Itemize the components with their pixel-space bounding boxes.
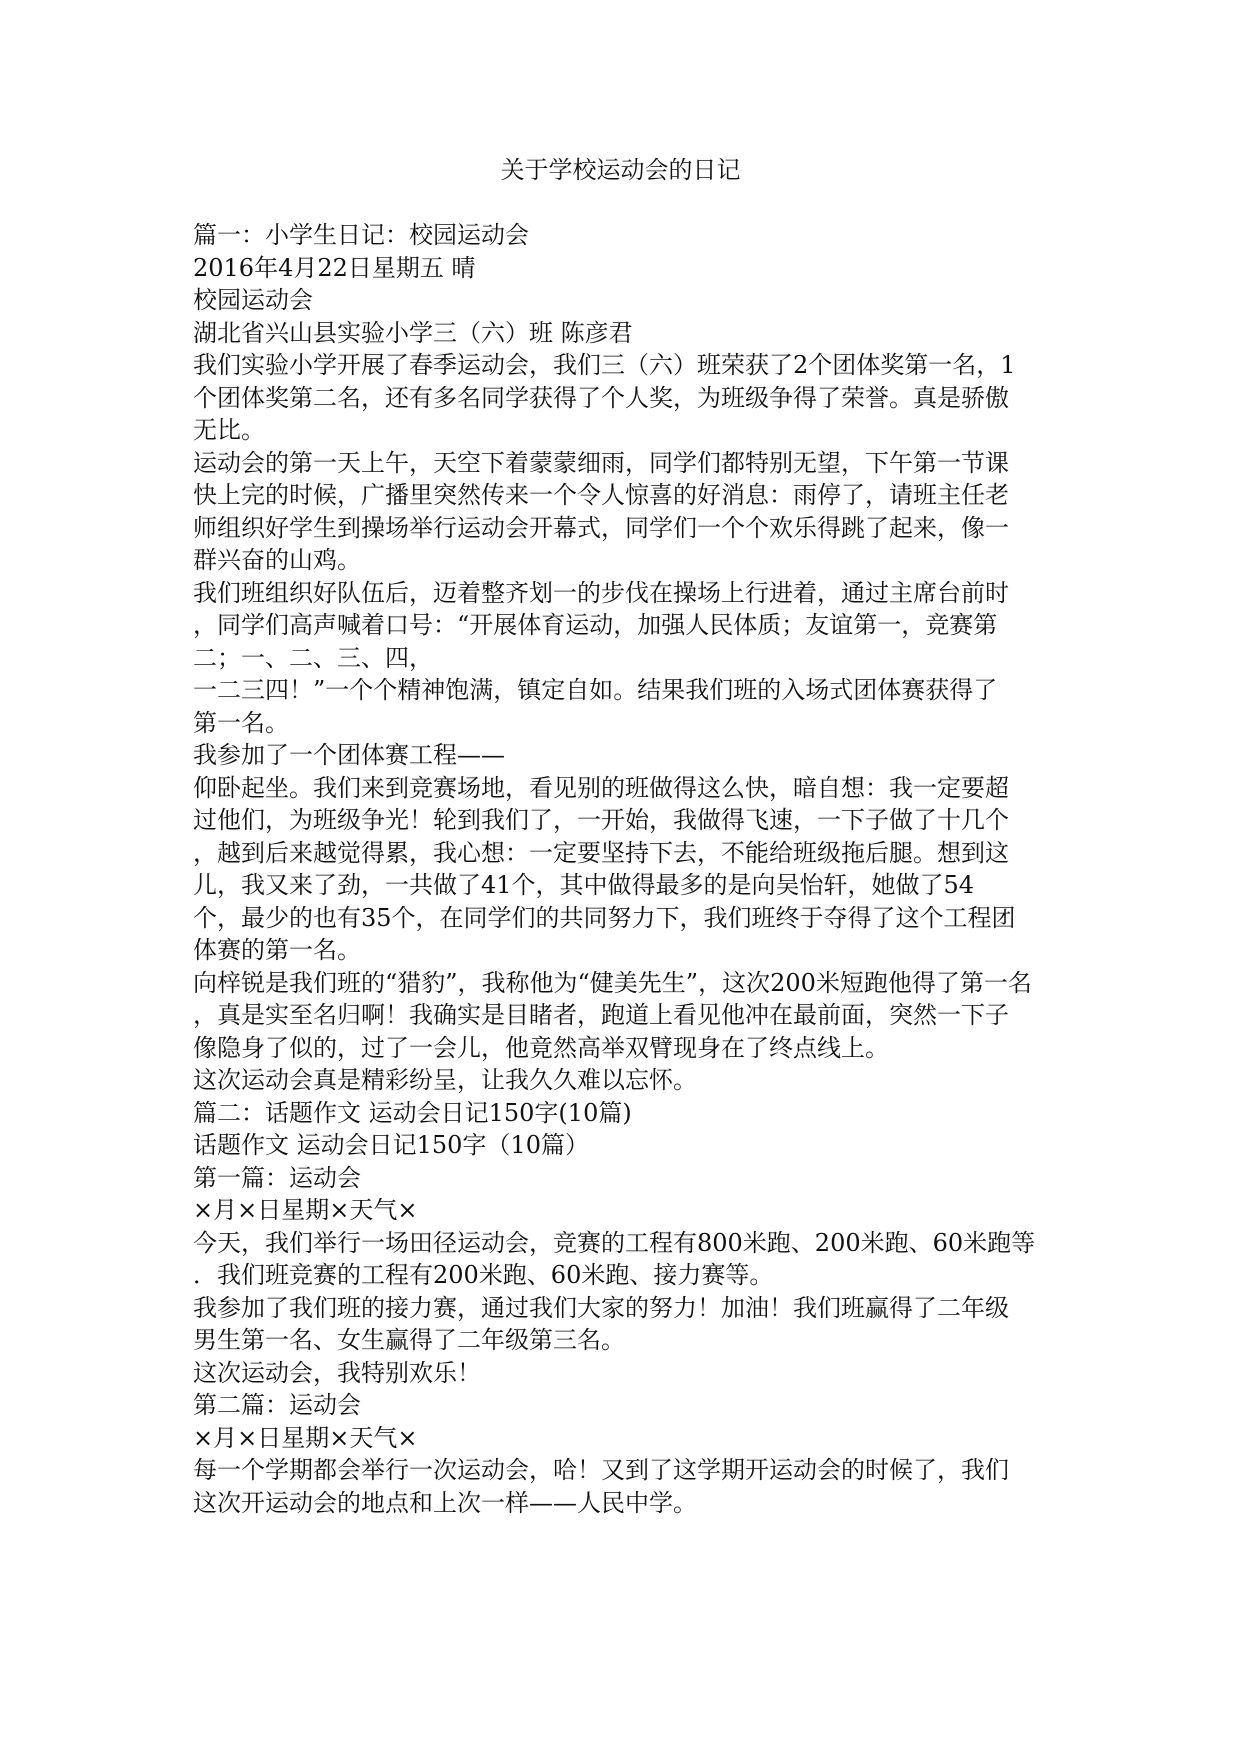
body-line: 每一个学期都会举行一次运动会，哈！又到了这学期开运动会的时候了，我们 (193, 1456, 1009, 1484)
body-line: ×月×日星期×天气× (193, 1196, 418, 1224)
body-line: 这次运动会真是精彩纷呈，让我久久难以忘怀。 (193, 1066, 697, 1094)
body-line: 快上完的时候，广播里突然传来一个令人惊喜的好消息：雨停了，请班主任老 (193, 481, 1009, 509)
body-line: 二；一、二、三、四， (193, 643, 433, 672)
document-title: 关于学校运动会的日记 (500, 156, 741, 184)
body-line: 男生第一名、女生赢得了二年级第三名。 (193, 1326, 625, 1354)
body-line: ，同学们高声喊着口号：“开展体育运动，加强人民体质；友谊第一，竞赛第 (193, 611, 998, 639)
body-line: ．我们班竞赛的工程有200米跑、60米跑、接力赛等。 (193, 1261, 774, 1289)
body-line: 一二三四！”一个个精神饱满，镇定自如。结果我们班的入场式团体赛获得了 (193, 676, 998, 704)
body-line: 湖北省兴山县实验小学三（六）班 陈彦君 (193, 318, 633, 347)
body-line: 过他们，为班级争光！轮到我们了，一开始，我做得飞速，一下子做了十几个 (193, 806, 1009, 834)
body-line: 篇一：小学生日记：校园运动会 (193, 221, 529, 249)
body-line: 师组织好学生到操场举行运动会开幕式，同学们一个个欢乐得跳了起来，像一 (193, 513, 1009, 542)
body-line: 校园运动会 (193, 286, 313, 314)
body-line: 我们班组织好队伍后，迈着整齐划一的步伐在操场上行进着，通过主席台前时 (193, 578, 1009, 607)
body-line: 无比。 (193, 416, 265, 444)
body-line: 儿，我又来了劲，一共做了41个，其中做得最多的是向吴怡轩，她做了54 (193, 871, 975, 899)
body-line: 话题作文 运动会日记150字（10篇） (193, 1131, 589, 1159)
document-body (193, 219, 1051, 1519)
body-line: 像隐身了似的，过了一会儿，他竟然高举双臂现身在了终点线上。 (193, 1033, 889, 1062)
body-line: 第一篇：运动会 (193, 1163, 361, 1192)
body-line: 第一名。 (193, 708, 289, 737)
body-line: ，真是实至名归啊！我确实是目睹者，跑道上看见他冲在最前面，突然一下子 (193, 1001, 1009, 1029)
body-line: 个团体奖第二名，还有多名同学获得了个人奖，为班级争得了荣誉。真是骄傲 (193, 383, 1009, 412)
body-line: ×月×日星期×天气× (193, 1423, 418, 1452)
body-line: 群兴奋的山鸡。 (193, 546, 361, 574)
body-line: 我们实验小学开展了春季运动会，我们三（六）班荣获了2个团体奖第一名，1 (193, 351, 1016, 379)
body-line: 篇二：话题作文 运动会日记150字(10篇) (193, 1098, 632, 1127)
body-line: ，越到后来越觉得累，我心想：一定要坚持下去，不能给班级拖后腿。想到这 (193, 838, 1009, 867)
body-line: 2016年4月22日星期五 晴 (193, 253, 476, 282)
body-line: 个，最少的也有35个，在同学们的共同努力下，我们班终于夺得了这个工程团 (193, 903, 1016, 932)
body-line: 这次开运动会的地点和上次一样——人民中学。 (193, 1488, 697, 1517)
body-line: 我参加了我们班的接力赛，通过我们大家的努力！加油！我们班赢得了二年级 (193, 1293, 1009, 1322)
body-line: 这次运动会，我特别欢乐！ (193, 1358, 481, 1387)
body-line: 今天，我们举行一场田径运动会，竞赛的工程有800米跑、200米跑、60米跑等 (193, 1228, 1036, 1257)
body-line: 仰卧起坐。我们来到竞赛场地，看见别的班做得这么快，暗自想：我一定要超 (193, 773, 1009, 802)
body-line: 运动会的第一天上午，天空下着蒙蒙细雨，同学们都特别无望，下午第一节课 (193, 448, 1009, 477)
body-line: 体赛的第一名。 (193, 936, 361, 964)
body-line: 我参加了一个团体赛工程—— (193, 741, 505, 769)
body-line: 向梓锐是我们班的“猎豹”，我称他为“健美先生”，这次200米短跑他得了第一名 (193, 968, 1032, 997)
body-line: 第二篇：运动会 (193, 1391, 361, 1419)
